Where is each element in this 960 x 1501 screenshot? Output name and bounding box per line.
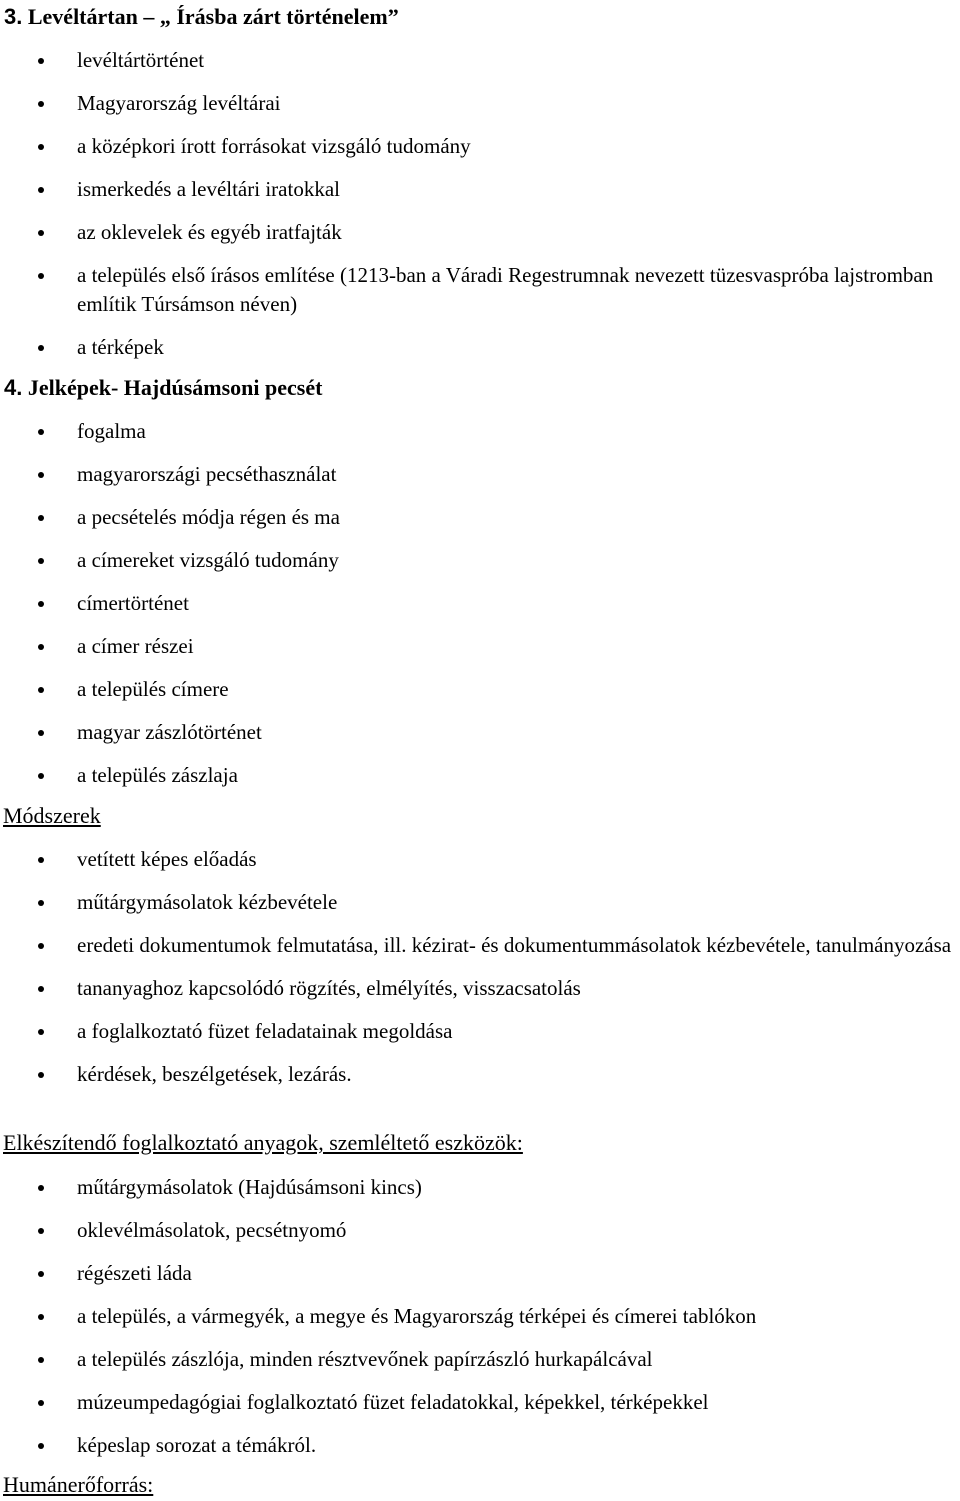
bullet-icon (38, 900, 44, 906)
list-item-text: a címer részei (77, 634, 194, 658)
list-item-text: műtárgymásolatok (Hajdúsámsoni kincs) (77, 1175, 422, 1199)
bullet-icon (38, 515, 44, 521)
list-item (0, 503, 960, 532)
bullet-icon (38, 644, 44, 650)
list-item (0, 1017, 960, 1046)
bullet-icon (38, 429, 44, 435)
list-item (0, 845, 960, 874)
section-4-number: 4. (4, 375, 23, 400)
section-3-title: Levéltártan – „ Írásba zárt történelem” (27, 4, 399, 29)
bullet-icon (38, 730, 44, 736)
list-item (0, 1388, 960, 1417)
bullet-icon (38, 345, 44, 351)
bullet-icon (38, 187, 44, 193)
bullet-icon (38, 58, 44, 64)
list-item (0, 1345, 960, 1374)
list-item (0, 1216, 960, 1245)
list-item (0, 89, 960, 118)
list-item (0, 132, 960, 161)
list-item (0, 1173, 960, 1202)
list-item (0, 333, 960, 362)
bullet-icon (38, 558, 44, 564)
bullet-icon (38, 1228, 44, 1234)
list-item-text: a térképek (77, 335, 164, 359)
list-item (0, 974, 960, 1003)
bullet-icon (38, 230, 44, 236)
methods-label: Módszerek (3, 803, 101, 828)
list-item-text: műtárgymásolatok kézbevétele (77, 890, 338, 914)
bullet-icon (38, 601, 44, 607)
section-4-list (0, 417, 960, 790)
list-item (0, 1060, 960, 1089)
list-item (0, 261, 960, 319)
list-item (0, 46, 960, 75)
bullet-icon (38, 273, 44, 279)
list-item-text: kérdések, beszélgetések, lezárás. (77, 1062, 352, 1086)
list-item-text: múzeumpedagógiai foglalkoztató füzet feladatokkal, képekkel, térképekkel (77, 1390, 709, 1414)
bullet-icon (38, 773, 44, 779)
bullet-icon (38, 472, 44, 478)
list-item-text: Magyarország levéltárai (77, 91, 281, 115)
bullet-icon (38, 1271, 44, 1277)
list-item (0, 460, 960, 489)
list-item (0, 589, 960, 618)
list-item-text: fogalma (77, 419, 146, 443)
bullet-icon (38, 1185, 44, 1191)
list-item (0, 218, 960, 247)
list-item-text: képeslap sorozat a témákról. (77, 1433, 317, 1457)
list-item-text: magyarországi pecséthasználat (77, 462, 337, 486)
materials-label: Elkészítendő foglalkoztató anyagok, szemléltető eszközök: (3, 1130, 523, 1155)
list-item-text: a címereket vizsgáló tudomány (77, 548, 339, 572)
list-item-text: a település zászlója, minden résztvevőnek papírzászló hurkapálcával (77, 1347, 653, 1371)
list-item-text: címertörténet (77, 591, 189, 615)
list-item-text: a település első írásos említése (1213-ban a Váradi Regestrumnak nevezett tüzesvaspróba lajstromban említik Túrsámson néven) (77, 263, 934, 316)
list-item (0, 1302, 960, 1331)
list-item (0, 546, 960, 575)
list-item (0, 718, 960, 747)
section-4-heading (4, 375, 322, 401)
bullet-icon (38, 1357, 44, 1363)
bullet-icon (38, 943, 44, 949)
list-item-text: levéltártörténet (77, 48, 205, 72)
list-item-text: a pecsételés módja régen és ma (77, 505, 340, 529)
bullet-icon (38, 1400, 44, 1406)
list-item-text: tananyaghoz kapcsolódó rögzítés, elmélyítés, visszacsatolás (77, 976, 581, 1000)
list-item-text: ismerkedés a levéltári iratokkal (77, 177, 340, 201)
list-item-text: magyar zászlótörténet (77, 720, 262, 744)
list-item (0, 175, 960, 204)
list-item-text: oklevélmásolatok, pecsétnyomó (77, 1218, 347, 1242)
section-3-heading (4, 4, 399, 30)
list-item-text: a település zászlaja (77, 763, 238, 787)
methods-list (0, 845, 960, 1089)
list-item-text: az oklevelek és egyéb iratfajták (77, 220, 342, 244)
bullet-icon (38, 101, 44, 107)
section-4-title: Jelképek- Hajdúsámsoni pecsét (27, 375, 323, 400)
bullet-icon (38, 1072, 44, 1078)
list-item-text: régészeti láda (77, 1261, 192, 1285)
list-item (0, 931, 960, 960)
section-3-number: 3. (4, 4, 23, 29)
bullet-icon (38, 1314, 44, 1320)
bullet-icon (38, 986, 44, 992)
list-item (0, 1431, 960, 1460)
list-item-text: vetített képes előadás (77, 847, 257, 871)
bullet-icon (38, 1443, 44, 1449)
list-item (0, 675, 960, 704)
bullet-icon (38, 144, 44, 150)
list-item-text: a település, a vármegyék, a megye és Magyarország térképei és címerei tablókon (77, 1304, 757, 1328)
list-item (0, 1259, 960, 1288)
bullet-icon (38, 687, 44, 693)
human-resources-label: Humánerőforrás: (3, 1472, 154, 1497)
list-item-text: a középkori írott forrásokat vizsgáló tudomány (77, 134, 471, 158)
list-item-text: eredeti dokumentumok felmutatása, ill. kézirat- és dokumentummásolatok kézbevétele, tanulmányozása (77, 933, 952, 957)
materials-list (0, 1173, 960, 1460)
list-item (0, 632, 960, 661)
list-item (0, 761, 960, 790)
section-3-list (0, 46, 960, 362)
bullet-icon (38, 857, 44, 863)
list-item (0, 888, 960, 917)
bullet-icon (38, 1029, 44, 1035)
list-item (0, 417, 960, 446)
list-item-text: a foglalkoztató füzet feladatainak megoldása (77, 1019, 453, 1043)
list-item-text: a település címere (77, 677, 229, 701)
